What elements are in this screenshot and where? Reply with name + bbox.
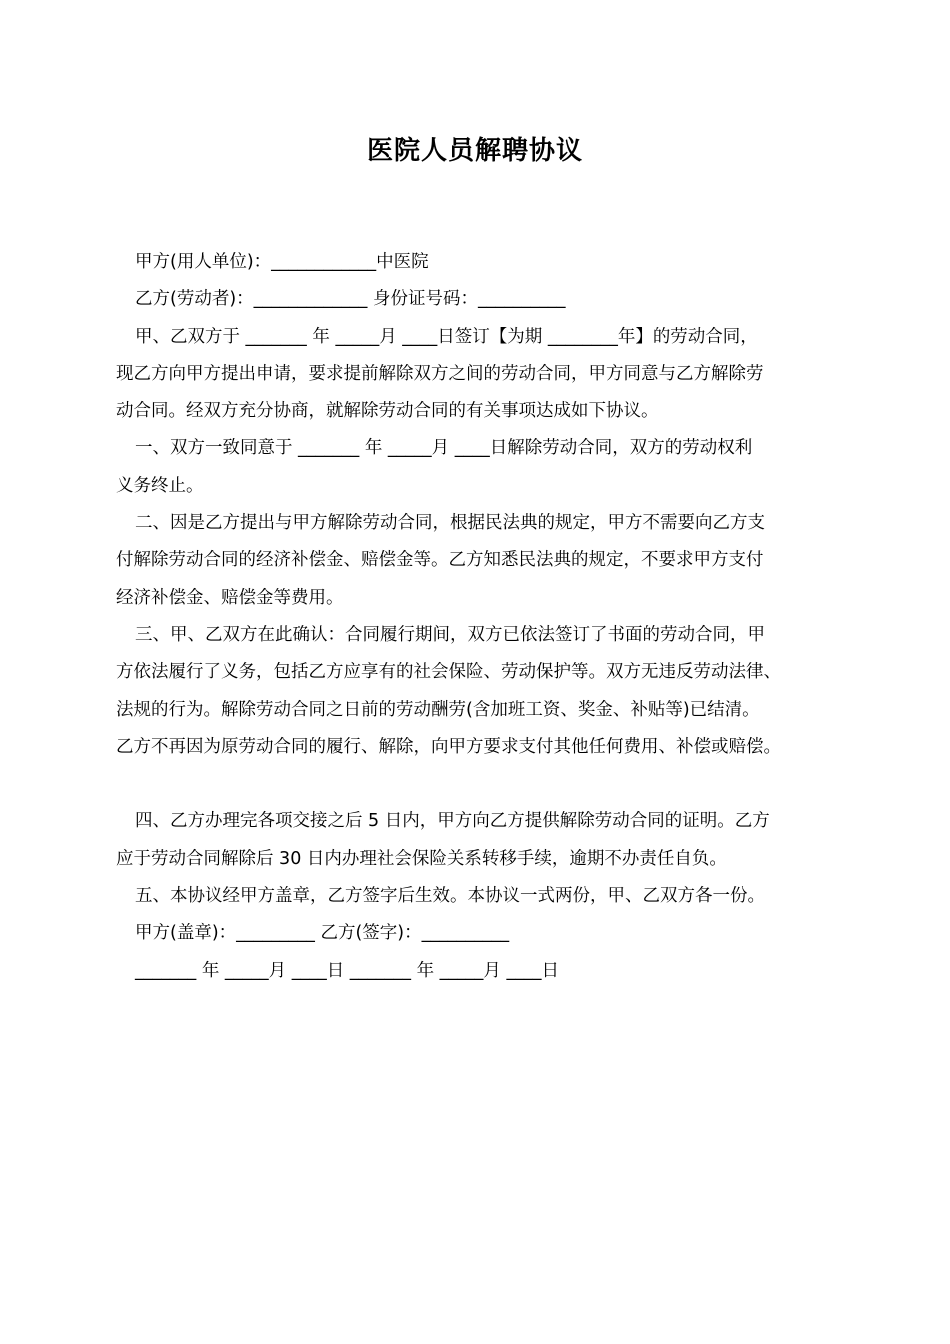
clause-5-line: 五、本协议经甲方盖章，乙方签字后生效。本协议一式两份，甲、乙双方各一份。 <box>135 886 765 907</box>
paragraph-gap <box>116 766 851 803</box>
clause-4-line: 应于劳动合同解除后 30 日内办理社会保险关系转移手续，逾期不办责任自负。 <box>116 848 727 869</box>
clause-1-line: 义务终止。 <box>116 475 204 496</box>
party-b-line: 乙方(劳动者)：_____________ 身份证号码：__________ <box>135 289 566 310</box>
clause-1-line: 一、双方一致同意于 _______ 年 _____月 ____日解除劳动合同，双方的劳动权利 <box>135 438 753 459</box>
clause-3-line: 方依法履行了义务，包括乙方应享有的社会保险、劳动保护等。双方无违反劳动法律、 <box>116 662 781 683</box>
clause-2-line: 付解除劳动合同的经济补偿金、赔偿金等。乙方知悉民法典的规定，不要求甲方支付 <box>116 550 764 571</box>
clause-3-line: 乙方不再因为原劳动合同的履行、解除，向甲方要求支付其他任何费用、补偿或赔偿。 <box>116 736 781 757</box>
intro-paragraph-line: 现乙方向甲方提出申请，要求提前解除双方之间的劳动合同，甲方同意与乙方解除劳 <box>116 363 764 384</box>
signature-line: 甲方(盖章)：_________ 乙方(签字)：__________ <box>135 923 510 944</box>
document-body <box>116 244 851 990</box>
party-a-line: 甲方(用人单位)：____________中医院 <box>135 252 429 272</box>
intro-paragraph-line: 动合同。经双方充分协商，就解除劳动合同的有关事项达成如下协议。 <box>116 401 659 422</box>
clause-4-line: 四、乙方办理完各项交接之后 5 日内，甲方向乙方提供解除劳动合同的证明。乙方 <box>135 811 770 832</box>
date-line: _______ 年 _____月 ____日 _______ 年 _____月 ____日 <box>135 960 559 981</box>
clause-2-line: 经济补偿金、赔偿金等费用。 <box>116 587 344 608</box>
clause-2-line: 二、因是乙方提出与甲方解除劳动合同，根据民法典的规定，甲方不需要向乙方支 <box>135 513 765 534</box>
clause-3-line: 三、甲、乙双方在此确认：合同履行期间，双方已依法签订了书面的劳动合同，甲 <box>135 624 765 645</box>
clause-3-line: 法规的行为。解除劳动合同之日前的劳动酬劳(含加班工资、奖金、补贴等)已结清。 <box>116 699 760 720</box>
document-title: 医院人员解聘协议 <box>366 136 583 166</box>
intro-paragraph-line: 甲、乙双方于 _______ 年 _____月 ____日签订【为期 ________年】的劳动合同， <box>135 326 758 347</box>
